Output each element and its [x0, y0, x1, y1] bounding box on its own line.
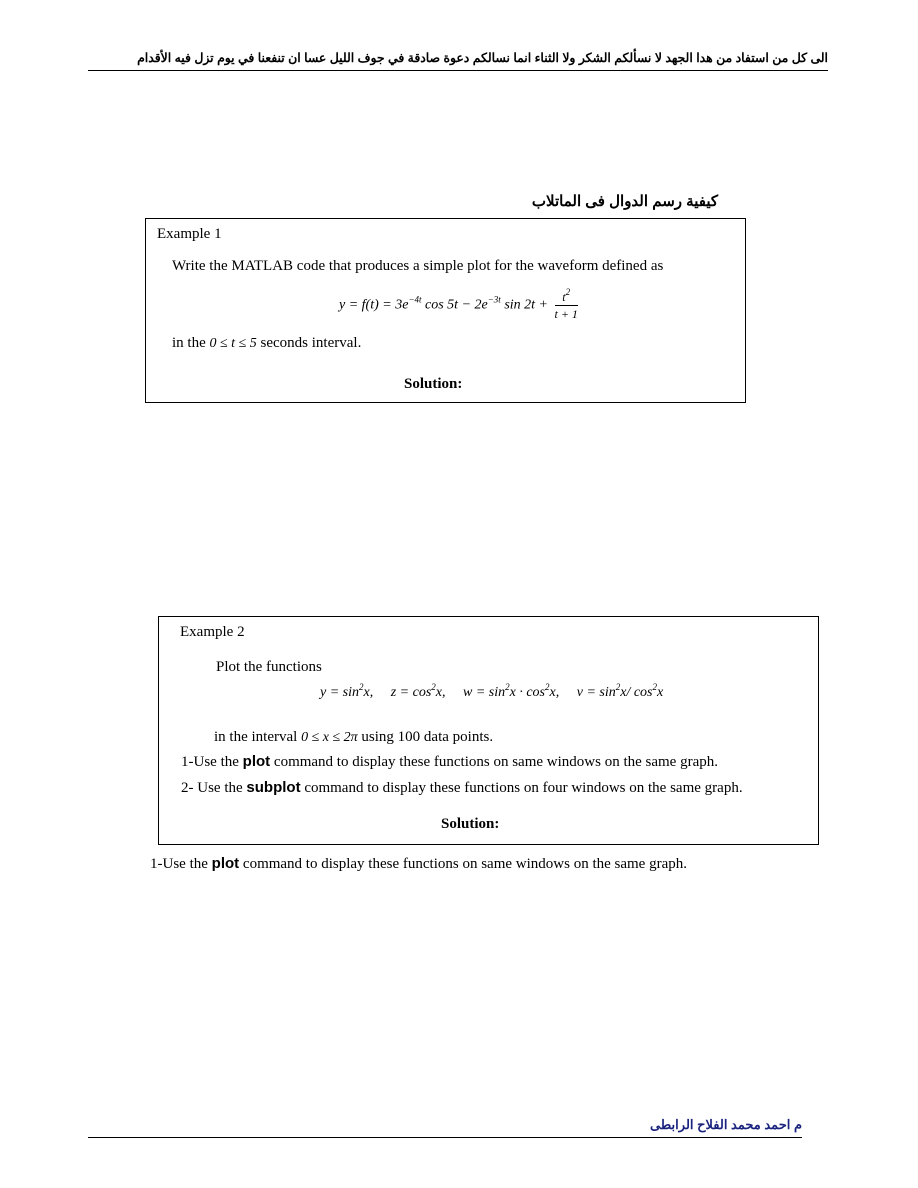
formula-exp2: −3t	[487, 294, 501, 305]
item1-rest: command to display these functions on same windows on the same graph.	[273, 754, 718, 770]
formula-fraction	[554, 287, 578, 321]
example2-box	[158, 616, 819, 845]
func-w-sq2: 2	[545, 682, 550, 692]
section-title: كيفية رسم الدوال فى الماتلاب	[531, 193, 718, 210]
example1-solution: Solution:	[404, 376, 463, 392]
formula-exp1: −4t	[408, 294, 422, 305]
example1-interval	[172, 335, 361, 352]
example1-title: Example 1	[157, 226, 222, 242]
example2-prompt: Plot the functions	[216, 659, 322, 675]
example2-functions	[320, 682, 664, 701]
after-box-instruction	[150, 855, 687, 873]
example1-box	[145, 218, 746, 403]
example2-title: Example 2	[180, 624, 245, 640]
func-v-pre: v = sin	[576, 685, 616, 700]
fraction-numerator: t	[562, 290, 566, 304]
after-rest: command to display these functions on same windows on the same graph.	[242, 856, 687, 872]
item2-command: subplot	[246, 779, 301, 796]
func-y-sq: 2	[359, 682, 364, 692]
func-z-pre: z = cos	[390, 685, 432, 700]
func-w-pre: w = sin	[463, 685, 506, 700]
func-v-sq2: 2	[652, 682, 657, 692]
example1-formula	[339, 287, 578, 321]
example2-interval	[214, 729, 493, 746]
interval-pre: in the	[172, 335, 206, 351]
after-command: plot	[211, 855, 240, 872]
formula-mid1: cos 5t − 2e	[425, 297, 488, 313]
example1-prompt: Write the MATLAB code that produces a simple plot for the waveform defined as	[172, 258, 664, 274]
example2-solution: Solution:	[441, 816, 500, 832]
interval-post: seconds interval.	[260, 335, 362, 351]
func-y-post: x,	[363, 685, 374, 700]
page-header-dedication: الى كل من استفاد من هدا الجهد لا نسألكم الشكر ولا الثناء انما نسالكم دعوة صادقة في جوف الليل عسا ان تنفعنا في يوم تزل فيه الأقدام	[88, 50, 828, 71]
after-num: 1-Use the	[150, 856, 208, 872]
fraction-denominator: t + 1	[554, 307, 578, 321]
formula-lhs: y = f(t) = 3e	[339, 297, 409, 313]
footer-divider	[88, 1137, 802, 1138]
func-v-post: x	[657, 685, 664, 700]
example2-item-1	[181, 753, 718, 771]
formula-mid2: sin 2t +	[504, 297, 548, 313]
func-w-post: x,	[549, 685, 560, 700]
ex2-interval-math: 0 ≤ x ≤ 2π	[301, 730, 358, 745]
item1-num: 1-Use the	[181, 754, 239, 770]
ex2-interval-pre: in the interval	[214, 729, 298, 745]
func-w-sq1: 2	[505, 682, 510, 692]
func-z-sq: 2	[431, 682, 436, 692]
interval-math: 0 ≤ t ≤ 5	[209, 336, 257, 351]
fraction-numerator-exp: 2	[565, 287, 571, 297]
item2-num: 2- Use the	[181, 780, 243, 796]
func-z-post: x,	[435, 685, 446, 700]
func-y-pre: y = sin	[320, 685, 359, 700]
item1-command: plot	[242, 753, 271, 770]
footer-author: م احمد محمد الفلاح الرابطى	[650, 1117, 802, 1132]
item2-rest: command to display these functions on four windows on the same graph.	[304, 780, 743, 796]
ex2-interval-post: using 100 data points.	[361, 729, 494, 745]
func-w-mid: x · cos	[509, 685, 546, 700]
example2-item-2	[181, 779, 743, 797]
func-v-sq1: 2	[615, 682, 621, 692]
func-v-mid: x/ cos	[620, 685, 653, 700]
